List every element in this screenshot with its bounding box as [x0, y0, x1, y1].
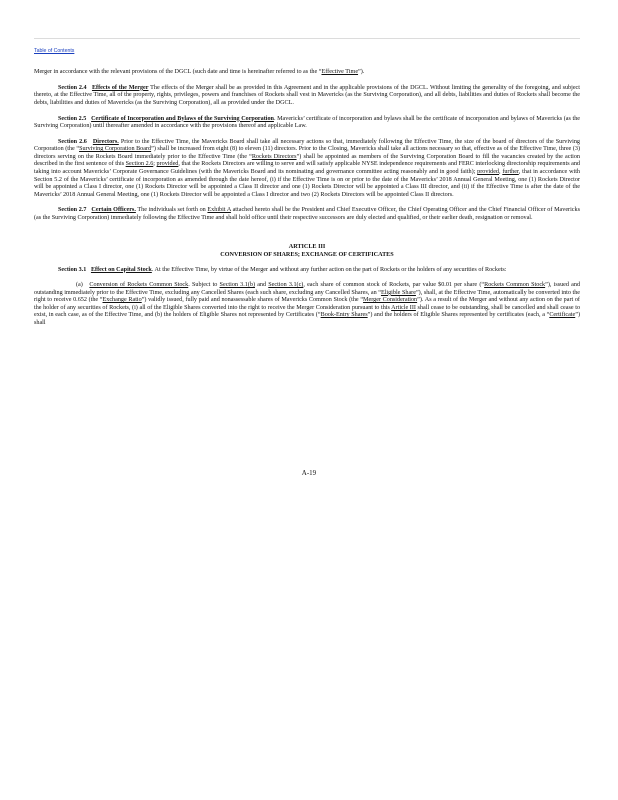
cross-reference: Section 2.6 — [125, 161, 154, 168]
text: The individuals set forth on — [135, 207, 208, 214]
text: ; — [153, 161, 157, 168]
defined-term: Rockets Common Stock — [484, 282, 546, 289]
defined-term: Effective Time — [321, 69, 359, 75]
defined-term: Merger Consideration — [363, 297, 418, 304]
section-2-6 — [34, 139, 580, 199]
text: ”). — [358, 69, 365, 75]
section-title: Effects of the Merger — [91, 84, 149, 91]
header-rule — [34, 38, 580, 39]
section-text: . At the Effective Time, by virtue of the Merger and without any further action on the part of Rockets or the holders of any securities of Rockets: — [151, 266, 507, 273]
defined-term: Rockets Directors — [251, 153, 297, 160]
article-heading — [34, 243, 580, 259]
section-3-1-a — [34, 282, 580, 327]
section-number: Section 2.5 — [58, 115, 87, 122]
defined-term: Certificate — [549, 312, 576, 319]
cross-reference: Section 3.1(c) — [268, 282, 304, 289]
section-number: Section 3.1 — [58, 266, 87, 273]
text: , that in accordance with Section 5.2 of the Mavericks’ certificate of incorporation as amended through the date hereof, (i) if the Effective Time is on or prior to the date of the Mavericks’ 2018 Annual General Meeting, one (1) Rockets Director will be appointed a Class I director, one (1) Rockets Director will be appointed a Class II director and one (1) Rockets Director will be appointed a Class III director, and (ii) if the Effective Time is after the date of the Mavericks’ 2018 Annual General Meeting, one (1) Rockets Director will be appointed a Class I director and two (2) Rockets Directors will be appointed Class II directors. — [34, 169, 580, 198]
emphasis: provided — [477, 169, 499, 176]
section-number: Section 2.6 — [58, 138, 87, 145]
section-text: . Mavericks’ certificate of incorporation and bylaws shall be the certificate of incorporation and bylaws of Mavericks (as the Surviving Corporation) until thereafter amended in accordance with the provisions thereof and applicable Law. — [34, 115, 580, 130]
section-title: Directors. — [92, 138, 119, 145]
text: ”). As a result of the Merger and without any action on the part of the holder of any securities of Rockets, (i) all of the Eligible Shares converted into the right to receive the Merger Consideration pursuant to this — [34, 297, 580, 311]
cross-reference: Exhibit A — [207, 207, 231, 214]
text: ”) and the holders of Eligible Shares represented by certificates (each, a “ — [367, 312, 550, 319]
emphasis: further — [502, 169, 519, 176]
text: ”) validly issued, fully paid and nonassessable shares of Mavericks Common Stock (the “ — [141, 297, 364, 304]
text: , — [498, 169, 503, 176]
section-3-1 — [34, 267, 580, 275]
table-of-contents-link[interactable]: Table of Contents — [34, 48, 75, 54]
section-title: Certificate of Incorporation and Bylaws of the Surviving Corporation — [91, 115, 274, 122]
text: , that the Rockets Directors are willing to serve and will satisfy applicable NYSE independence requirements and FERC interlocking directorship requirements and taking into account Mavericks’ Corporate Governance Guidelines (with the Mavericks Board and its nominating and governance committee acting reasonably and in good faith); — [34, 161, 580, 176]
cross-reference: Article III — [391, 304, 416, 311]
document-body — [34, 69, 580, 336]
text: Prior to the Effective Time, the Mavericks Board shall take all necessary actions so that, immediately following the Effective Time, the size of the board of directors of the Surviving Corporation (the “ — [34, 138, 580, 153]
text: attached hereto shall be the President and Chief Executive Officer, the Chief Operating Officer and the Chief Financial Officer of Mavericks (as the Surviving Corporation) immediately following the Effective Time and shall hold office until their respective successors are duly elected and qualified, or their earlier death, resignation or removal. — [34, 207, 580, 221]
text: ”), shall, at the Effective Time, automatically be converted into the right to receive 0.652 (the “ — [34, 289, 581, 304]
text: . Subject to — [188, 282, 220, 289]
emphasis: provided — [156, 161, 179, 168]
section-number: Section 2.7 — [58, 207, 87, 214]
section-2-7 — [34, 207, 580, 222]
section-2-5 — [34, 116, 580, 131]
text: , each share of common stock of Rockets, par value $0.01 per share (“ — [303, 282, 485, 289]
text: shall cease to be outstanding, shall be cancelled and shall cease to exist, in each case, as of the Effective Time, and (b) the holders of Eligible Shares not represented by Certificates (“ — [34, 304, 581, 319]
section-2-4 — [34, 85, 580, 108]
text: ”) shall be appointed as members of the Surviving Corporation Board to fill the vacancies created by the action described in the first sentence of this — [34, 153, 581, 168]
paragraph-effective-time — [34, 69, 580, 77]
defined-term: Exchange Ratio — [102, 297, 142, 304]
text: ”), issued and outstanding immediately prior to the Effective Time, excluding any Cancelled Shares (each such share, excluding any Cancelled Shares, an “ — [34, 282, 581, 296]
cross-reference: Section 3.1(b) — [219, 282, 255, 289]
section-number: Section 2.4 — [58, 84, 87, 91]
text: ”) shall — [34, 312, 581, 326]
defined-term: Surviving Corporation Board — [79, 146, 152, 153]
section-text: The effects of the Merger shall be as provided in this Agreement and in the applicable provisions of the DGCL. Without limiting the generality of the foregoing, and subject thereto, at the Effective Time, all of the property, rights, privileges, powers and franchises of Rockets shall vest in Mavericks (as the Surviving Corporation), and all debts, liabilities and duties of Rockets shall become the debts, liabilities and duties of Mavericks (as the Surviving Corporation), all as provided under the DGCL. — [34, 84, 580, 106]
page-number: A-19 — [301, 469, 317, 477]
article-title: CONVERSION OF SHARES; EXCHANGE OF CERTIFICATES — [220, 251, 394, 258]
defined-term: Book-Entry Shares — [320, 312, 368, 319]
text: ”) shall be increased from eight (8) to eleven (11) directors. Prior to the Closing, Mavericks shall take all actions necessary so that, effective as of the Effective Time, three (3) directors serving on the Rockets Board immediately prior to the Effective Time (the “ — [34, 146, 580, 160]
section-title: Certain Officers. — [91, 207, 136, 214]
clause-label: (a) — [76, 282, 83, 289]
clause-title: Conversion of Rockets Common Stock — [89, 282, 189, 289]
text: and — [255, 282, 269, 289]
article-number: ARTICLE III — [288, 243, 326, 250]
section-title: Effect on Capital Stock — [90, 266, 152, 273]
defined-term: Eligible Share — [380, 289, 416, 296]
text: Merger in accordance with the relevant provisions of the DGCL (such date and time is hereinafter referred to as the “ — [34, 69, 322, 75]
